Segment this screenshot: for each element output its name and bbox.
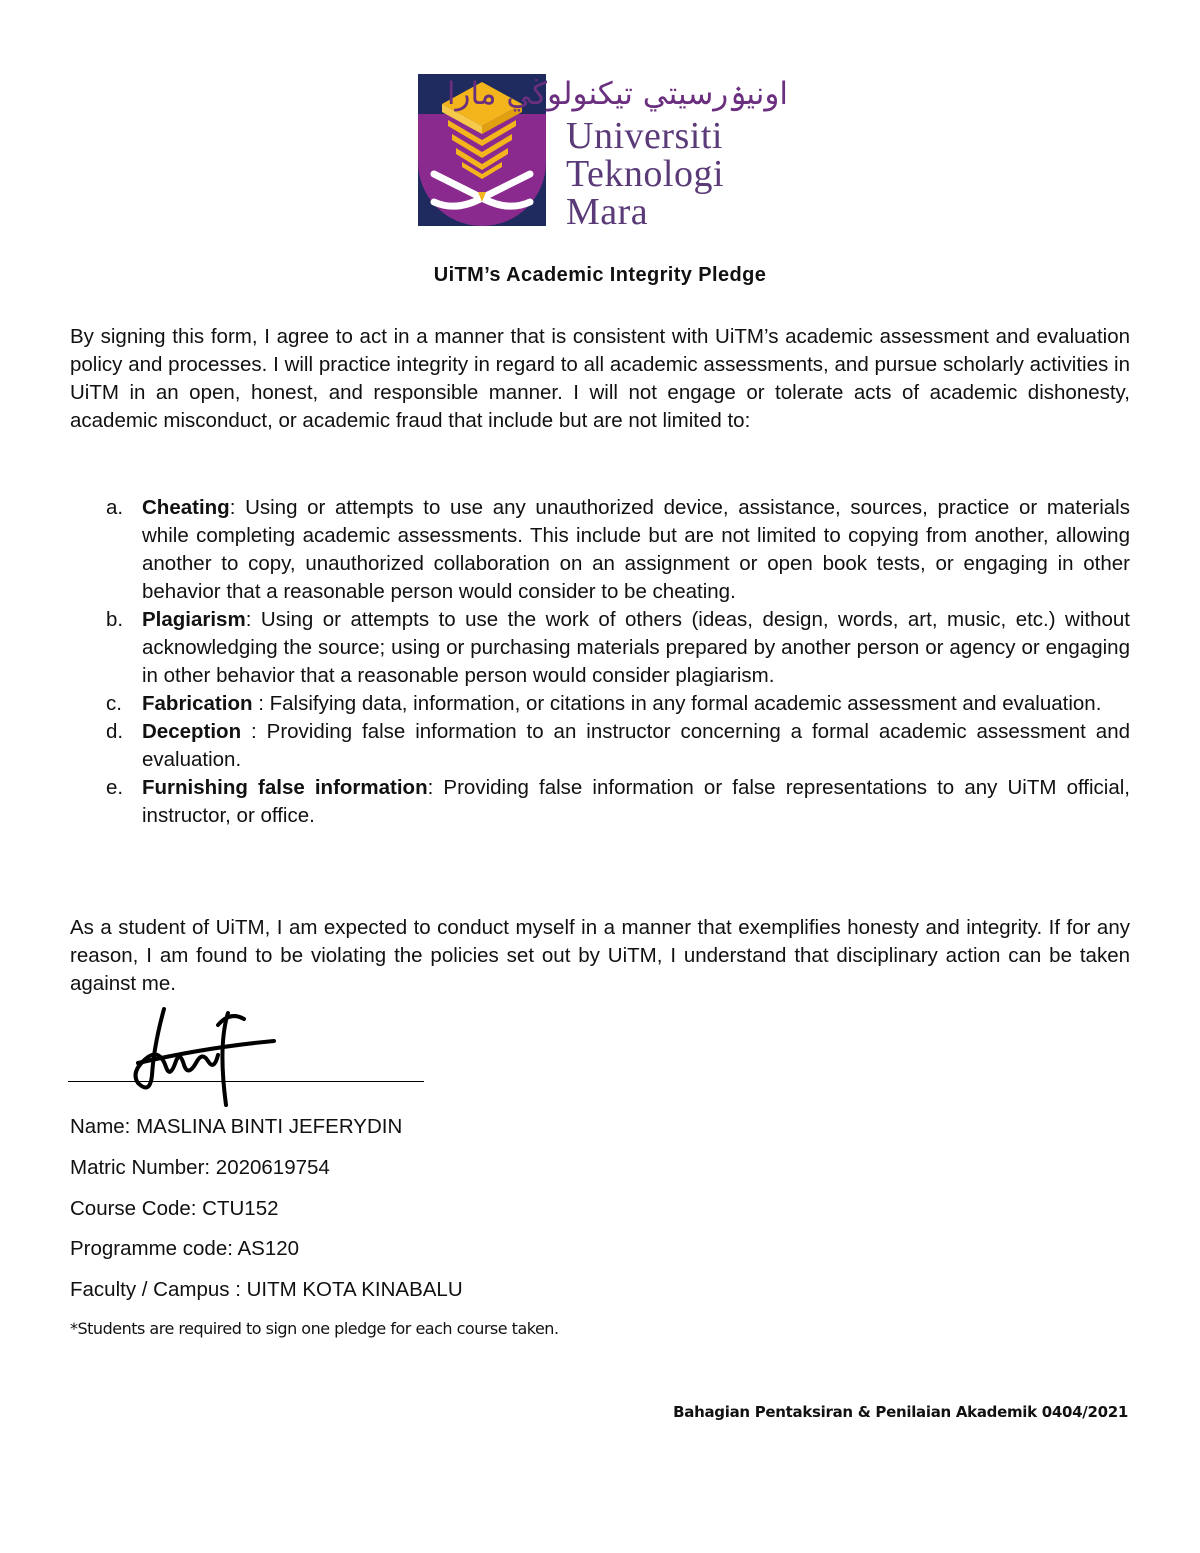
course-code: Course Code: CTU152 [70, 1197, 279, 1220]
handwritten-signature-icon [68, 1005, 308, 1115]
page-title: UiTM’s Academic Integrity Pledge [433, 264, 767, 286]
faculty-campus: Faculty / Campus : UITM KOTA KINABALU [70, 1278, 463, 1301]
list-item: d. Deception : Providing false information to an instructor concerning a formal academic assessment and evaluation. [106, 720, 1130, 771]
closing-paragraph: As a student of UiTM, I am expected to conduct myself in a manner that exemplifies honesty and integrity. If for any reason, I am found to be violating the policies set out by UiTM, I understand that disciplinary action can be taken against me. [70, 916, 1130, 995]
misconduct-list [70, 494, 1130, 830]
footnote: *Students are required to sign one pledge for each course taken. [70, 1319, 559, 1338]
university-logo [418, 74, 798, 233]
logo-word-mara: Mara [566, 191, 649, 233]
logo-jawi-text: اونيۏرسيتي تيكنولوڬي مارا [446, 76, 788, 112]
programme-code: Programme code: AS120 [70, 1237, 300, 1260]
list-item: c. Fabrication : Falsifying data, information, or citations in any formal academic assessment and evaluation. [106, 692, 1102, 715]
list-item: b. Plagiarism: Using or attempts to use the work of others (ideas, design, words, art, music, etc.) without acknowledging the source; using or purchasing materials prepared by another person or agency or engaging in other behavior that a reasonable person would consider plagiarism. [106, 608, 1130, 687]
logo-word-teknologi: Teknologi [566, 153, 725, 195]
matric-number: Matric Number: 2020619754 [70, 1156, 330, 1179]
list-item: e. Furnishing false information: Providing false information or false representations to any UiTM official, instructor, or office. [106, 776, 1130, 827]
signature-block [68, 1005, 428, 1115]
logo-word-universiti: Universiti [566, 115, 723, 157]
intro-paragraph: By signing this form, I agree to act in a manner that is consistent with UiTM’s academic assessment and evaluation policy and processes. I will practice integrity in regard to all academic assessments, and pursue scholarly activities in UiTM in an open, honest, and responsible manner. I will not engage or tolerate acts of academic dishonesty, academic misconduct, or academic fraud that include but are not limited to: [70, 325, 1130, 432]
list-item: a. Cheating: Using or attempts to use any unauthorized device, assistance, sources, practice or materials while completing academic assessments. This include but are not limited to copying from another, allowing another to copy, unauthorized collaboration on an assignment or open book tests, or engaging in other behavior that a reasonable person would consider to be cheating. [106, 496, 1130, 603]
document-footer: Bahagian Pentaksiran & Penilaian Akademik 0404/2021 [673, 1403, 1128, 1421]
student-name: Name: MASLINA BINTI JEFERYDIN [70, 1115, 403, 1138]
